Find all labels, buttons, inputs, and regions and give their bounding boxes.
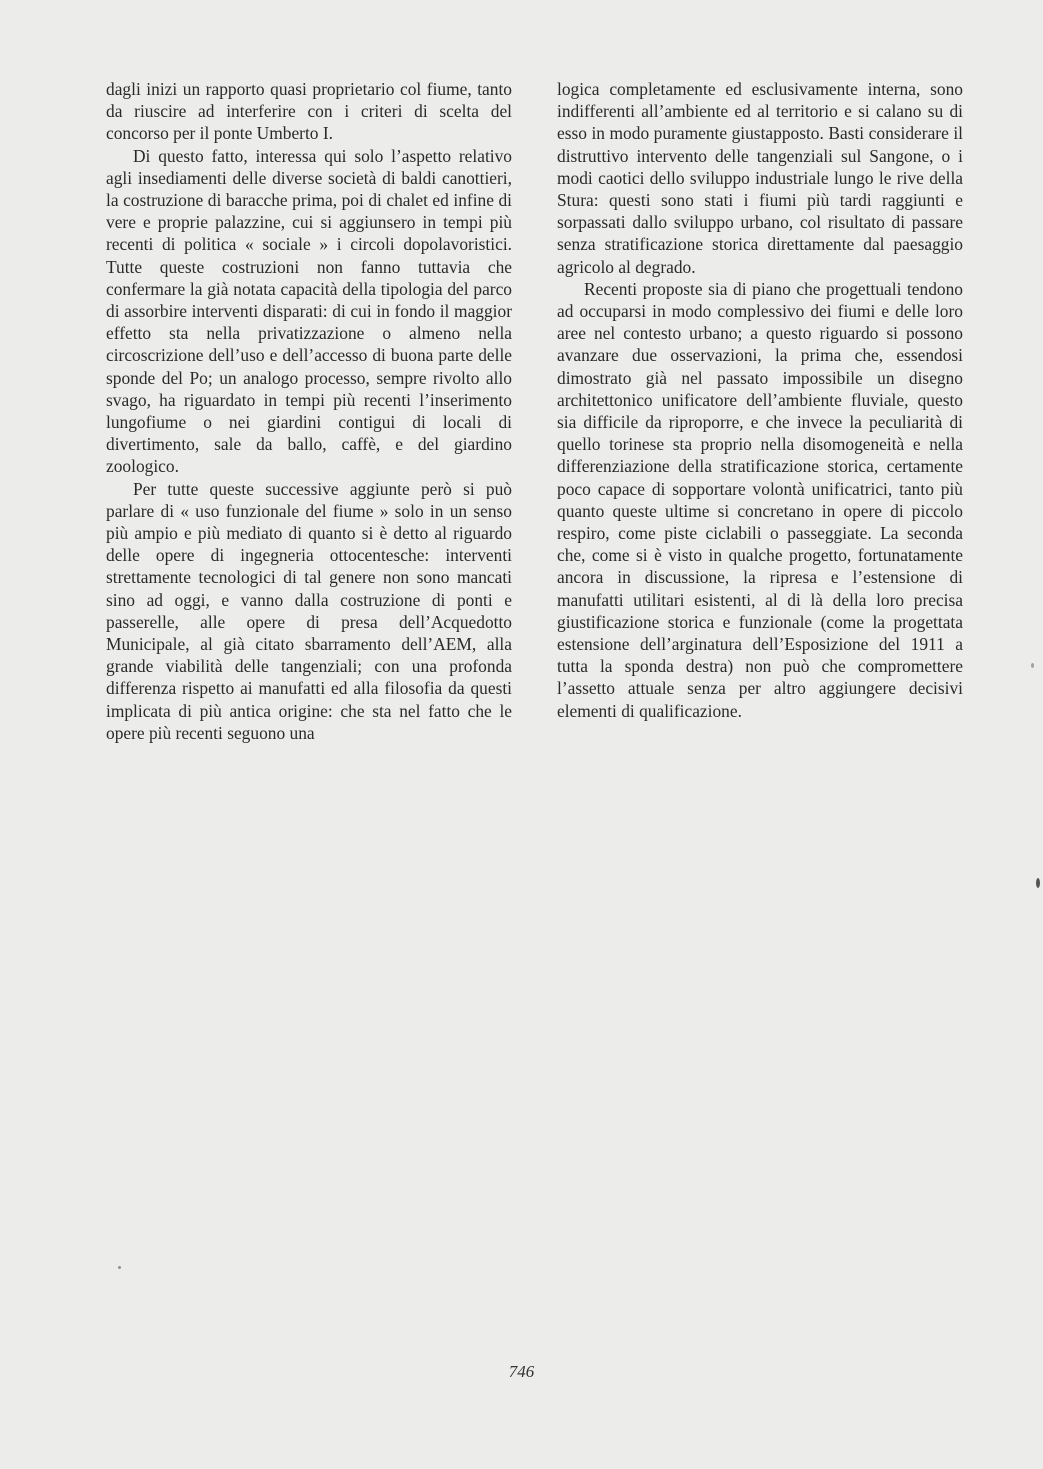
scan-speck bbox=[1036, 878, 1040, 888]
left-text-column bbox=[106, 78, 512, 744]
page-number: 746 bbox=[508, 1362, 535, 1381]
paragraph-canottieri: Di questo fatto, interessa qui solo l’aspetto relativo agli insediamenti delle diverse società di baldi canottieri, la costruzione di baracche prima, poi di chalet ed infine di vere e proprie palazzine, cui si aggiunsero in tempi più recenti di politica « sociale » i circoli dopolavoristici. Tutte queste costruzioni non fanno tuttavia che confermare la già notata capacità della tipologia del parco di assorbire interventi disparati: di cui in fondo il maggior effetto sta nella privatizzazione o almeno nella circoscrizione dell’uso e dell’accesso di buona parte delle sponde del Po; un analogo processo, sempre rivolto allo svago, ha riguardato in tempi più recenti l’inserimento lungofiume o nei giardini contigui di locali di divertimento, sale da ballo, caffè, e del giardino zoologico. bbox=[106, 145, 512, 477]
paragraph-logica-interna: logica completamente ed esclusivamente interna, sono indifferenti all’ambiente ed al territorio e si calano su di esso in modo puramente giustapposto. Basti considerare il distruttivo intervento delle tangenziali sul Sangone, o i modi caotici dello sviluppo industriale lungo le rive della Stura: questi sono stati i fiumi più tardi raggiunti e sorpassati dallo sviluppo urbano, col risultato di passare senza stratificazione storica direttamente dal paesaggio agricolo al degrado. bbox=[557, 79, 963, 277]
paragraph-recenti-proposte: Recenti proposte sia di piano che progettuali tendono ad occuparsi in modo complessivo dei fiumi e delle loro aree nel contesto urbano; a questo riguardo si possono avanzare due osservazioni, la prima che, essendosi dimostrato già nel passato impossibile un disegno architettonico unificatore dell’ambiente fluviale, questo sia difficile da riproporre, e che invece la peculiarità di quello torinese sta proprio nella disomogeneità e nella differenziazione della stratificazione storica, certamente poco capace di sopportare volontà unificatrici, tanto più quanto queste ultime si concretano in opere di piccolo respiro, come piste ciclabili o passeggiate. La seconda che, come si è visto in qualche progetto, fortunatamente ancora in discussione, la ripresa e l’estensione di manufatti utilitari esistenti, al di là della loro precisa giustificazione storica e funzionale (come la progettata estensione dell’arginatura dell’Esposizione del 1911 a tutta la sponda destra) non può che compromettere l’assetto attuale senza per altro aggiungere decisivi elementi di qualificazione. bbox=[557, 278, 963, 721]
scan-speck bbox=[1031, 663, 1034, 668]
paragraph-uso-funzionale: Per tutte queste successive aggiunte però si può parlare di « uso funzionale del fiume » solo in un senso più ampio e più mediato di quanto si è detto al riguardo delle opere di ingegneria ottocentesche: interventi strettamente tecnologici di tal genere non sono mancati sino ad oggi, e vanno dalla costruzione di ponti e passerelle, alle opere di presa dell’Acquedotto Municipale, al già citato sbarramento dell’AEM, alla grande viabilità delle tangenziali; con una profonda differenza rispetto ai manufatti ed alla filosofia da questi implicata di più antica origine: che sta nel fatto che le opere più recenti seguono una bbox=[106, 478, 512, 743]
right-text-column bbox=[557, 78, 963, 722]
paragraph-continuation: dagli inizi un rapporto quasi proprietario col fiume, tanto da riuscire ad interferire con i criteri di scelta del concorso per il ponte Umberto I. bbox=[106, 79, 512, 144]
scan-speck bbox=[118, 1266, 121, 1269]
